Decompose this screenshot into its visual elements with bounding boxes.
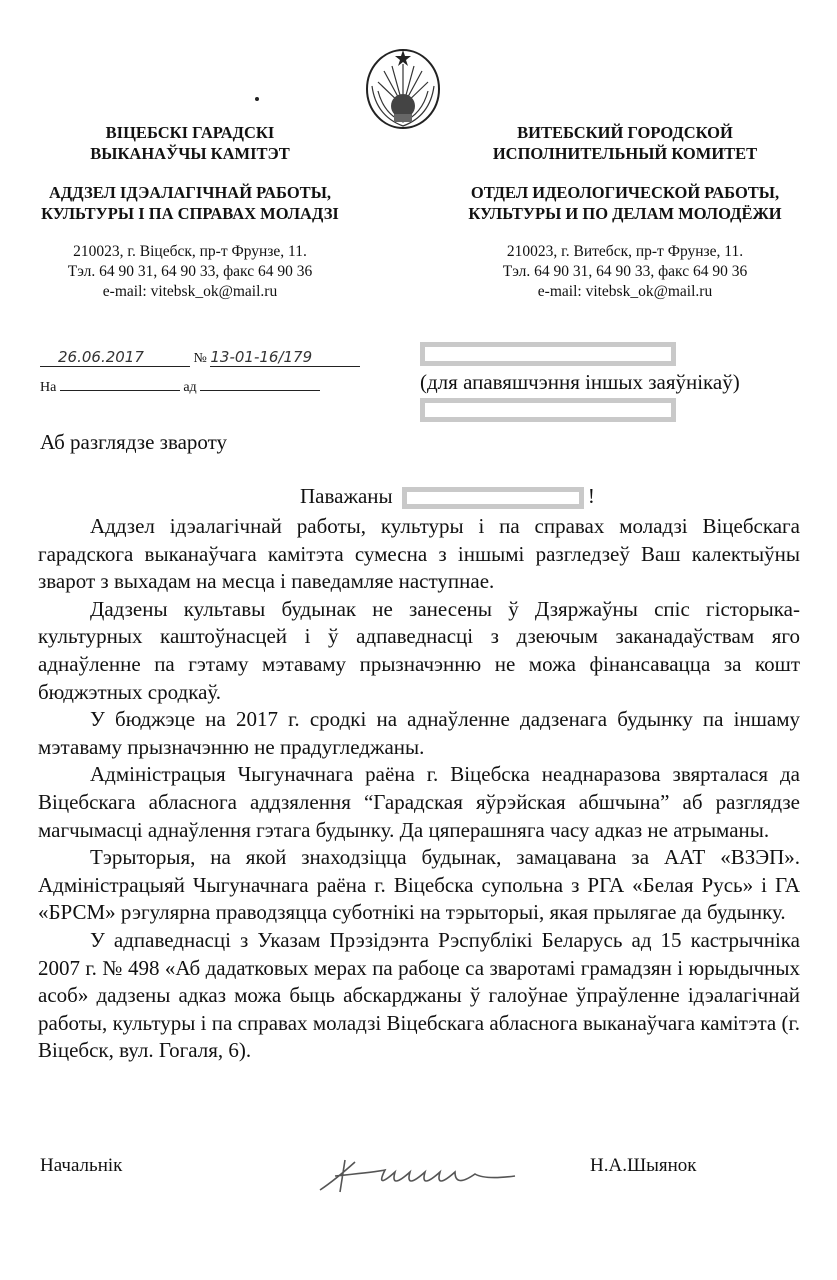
paragraph: Тэрыторыя, на якой знаходзіцца будынак, замацавана за ААТ «ВЗЭП». Адміністрацыяй Чыгуначнага раёна г. Віцебска супольна з РГА «Белая Русь» і ГА «БРСМ» рэгулярна праводзяцца суботнікі на тэрыторыі, якая прылягае да будынку. [38, 845, 800, 925]
dept-name-line: АДДЗЕЛ ІДЭАЛАГІЧНАЙ РАБОТЫ, [48, 183, 332, 202]
dept-name-line: КУЛЬТУРЫ И ПО ДЕЛАМ МОЛОДЁЖИ [468, 204, 782, 223]
dept-name-line: КУЛЬТУРЫ І ПА СПРАВАХ МОЛАДЗІ [41, 204, 339, 223]
paragraph: У бюджэце на 2017 г. сродкі на аднаўленне дадзенага будынку па іншаму мэтаваму прызначэнню не прадугледжаны. [38, 707, 800, 759]
ref-date: 26.06.2017 [40, 348, 190, 367]
letterhead-right [425, 122, 825, 302]
letter-body [38, 513, 800, 1065]
letterhead-left [0, 122, 390, 302]
handwritten-signature [315, 1150, 555, 1200]
redacted-box [420, 398, 676, 422]
paragraph: Аддзел ідэалагічнай работы, культуры і па справах моладзі Віцебскага гарадскога выканаўчага камітэта сумесна з іншымі разгледзеў Ваш калектыўны зварот з выхадам на месца і паведамляе наступнае. [38, 514, 800, 594]
org-name-line: ВІЦЕБСКІ ГАРАДСКІ [105, 123, 275, 142]
signatory-title: Начальнік [40, 1155, 123, 1176]
org-name-line: ИСПОЛНИТЕЛЬНЫЙ КОМИТЕТ [492, 144, 758, 163]
recipient-note: (для апавяшчэння іншых заяўнікаў) [420, 370, 740, 394]
on-label: На [40, 380, 57, 395]
ref-date-number [40, 348, 360, 367]
address: 210023, г. Віцебск, пр-т Фрунзе, 11. [73, 243, 307, 260]
paragraph: Адміністрацыя Чыгуначнага раёна г. Віцебска неаднаразова звярталася да Віцебскага абласнога аддзялення “Гарадская яўрэйская абшчына” аб разглядзе магчымасці аднаўлення гэтага будынку. Да цяперашняга часу адказ не атрыманы. [38, 762, 800, 842]
redacted-box [420, 342, 676, 366]
mark-dot [255, 97, 259, 101]
phone: Тэл. 64 90 31, 64 90 33, факс 64 90 36 [67, 263, 313, 280]
redacted-box [402, 487, 584, 509]
dept-name-line: ОТДЕЛ ИДЕОЛОГИЧЕСКОЙ РАБОТЫ, [470, 183, 780, 202]
org-name-line: ВИТЕБСКИЙ ГОРОДСКОЙ [517, 123, 733, 142]
from-label: ад [183, 380, 197, 395]
email: e-mail: vitebsk_ok@mail.ru [537, 283, 713, 300]
signatory-name: Н.А.Шыянок [590, 1155, 697, 1176]
address: 210023, г. Витебск, пр-т Фрунзе, 11. [506, 243, 744, 260]
paragraph: Дадзены культавы будынак не занесены ў Дзяржаўны спіс гісторыка-культурных каштоўнасцей і ў адпаведнасці з дзеючым заканадаўствам яго аднаўленне па гэтаму мэтаваму прызначэнню не можа фінансавацца за кошт бюджэтных сродкаў. [38, 596, 800, 704]
paragraph: У адпаведнасці з Указам Прэзідэнта Рэспублікі Беларусь ад 15 кастрычніка 2007 г. № 498 «Аб дадатковых мерах па рабоце са зваротамі грамадзян і юрыдычных асоб» дадзены адказ можа быць абскарджаны ў галоўнае ўпраўленне ідэалагічнай работы, культуры і па справах моладзі Віцебскага абласнога выканаўчага камітэта (г. Віцебск, вул. Гогаля, 6). [38, 927, 800, 1063]
email: e-mail: vitebsk_ok@mail.ru [102, 283, 278, 300]
greeting-suffix: ! [587, 484, 595, 508]
greeting [300, 484, 595, 509]
greeting-prefix: Паважаны [300, 484, 393, 508]
ref-incoming [40, 380, 320, 396]
phone: Тэл. 64 90 31, 64 90 33, факс 64 90 36 [502, 263, 748, 280]
org-name-line: ВЫКАНАЎЧЫ КАМІТЭТ [90, 144, 290, 163]
ref-number: 13-01-16/179 [210, 348, 360, 367]
number-label: № [193, 351, 207, 366]
subject: Аб разглядзе звароту [40, 430, 228, 454]
coat-of-arms-emblem [364, 46, 442, 130]
